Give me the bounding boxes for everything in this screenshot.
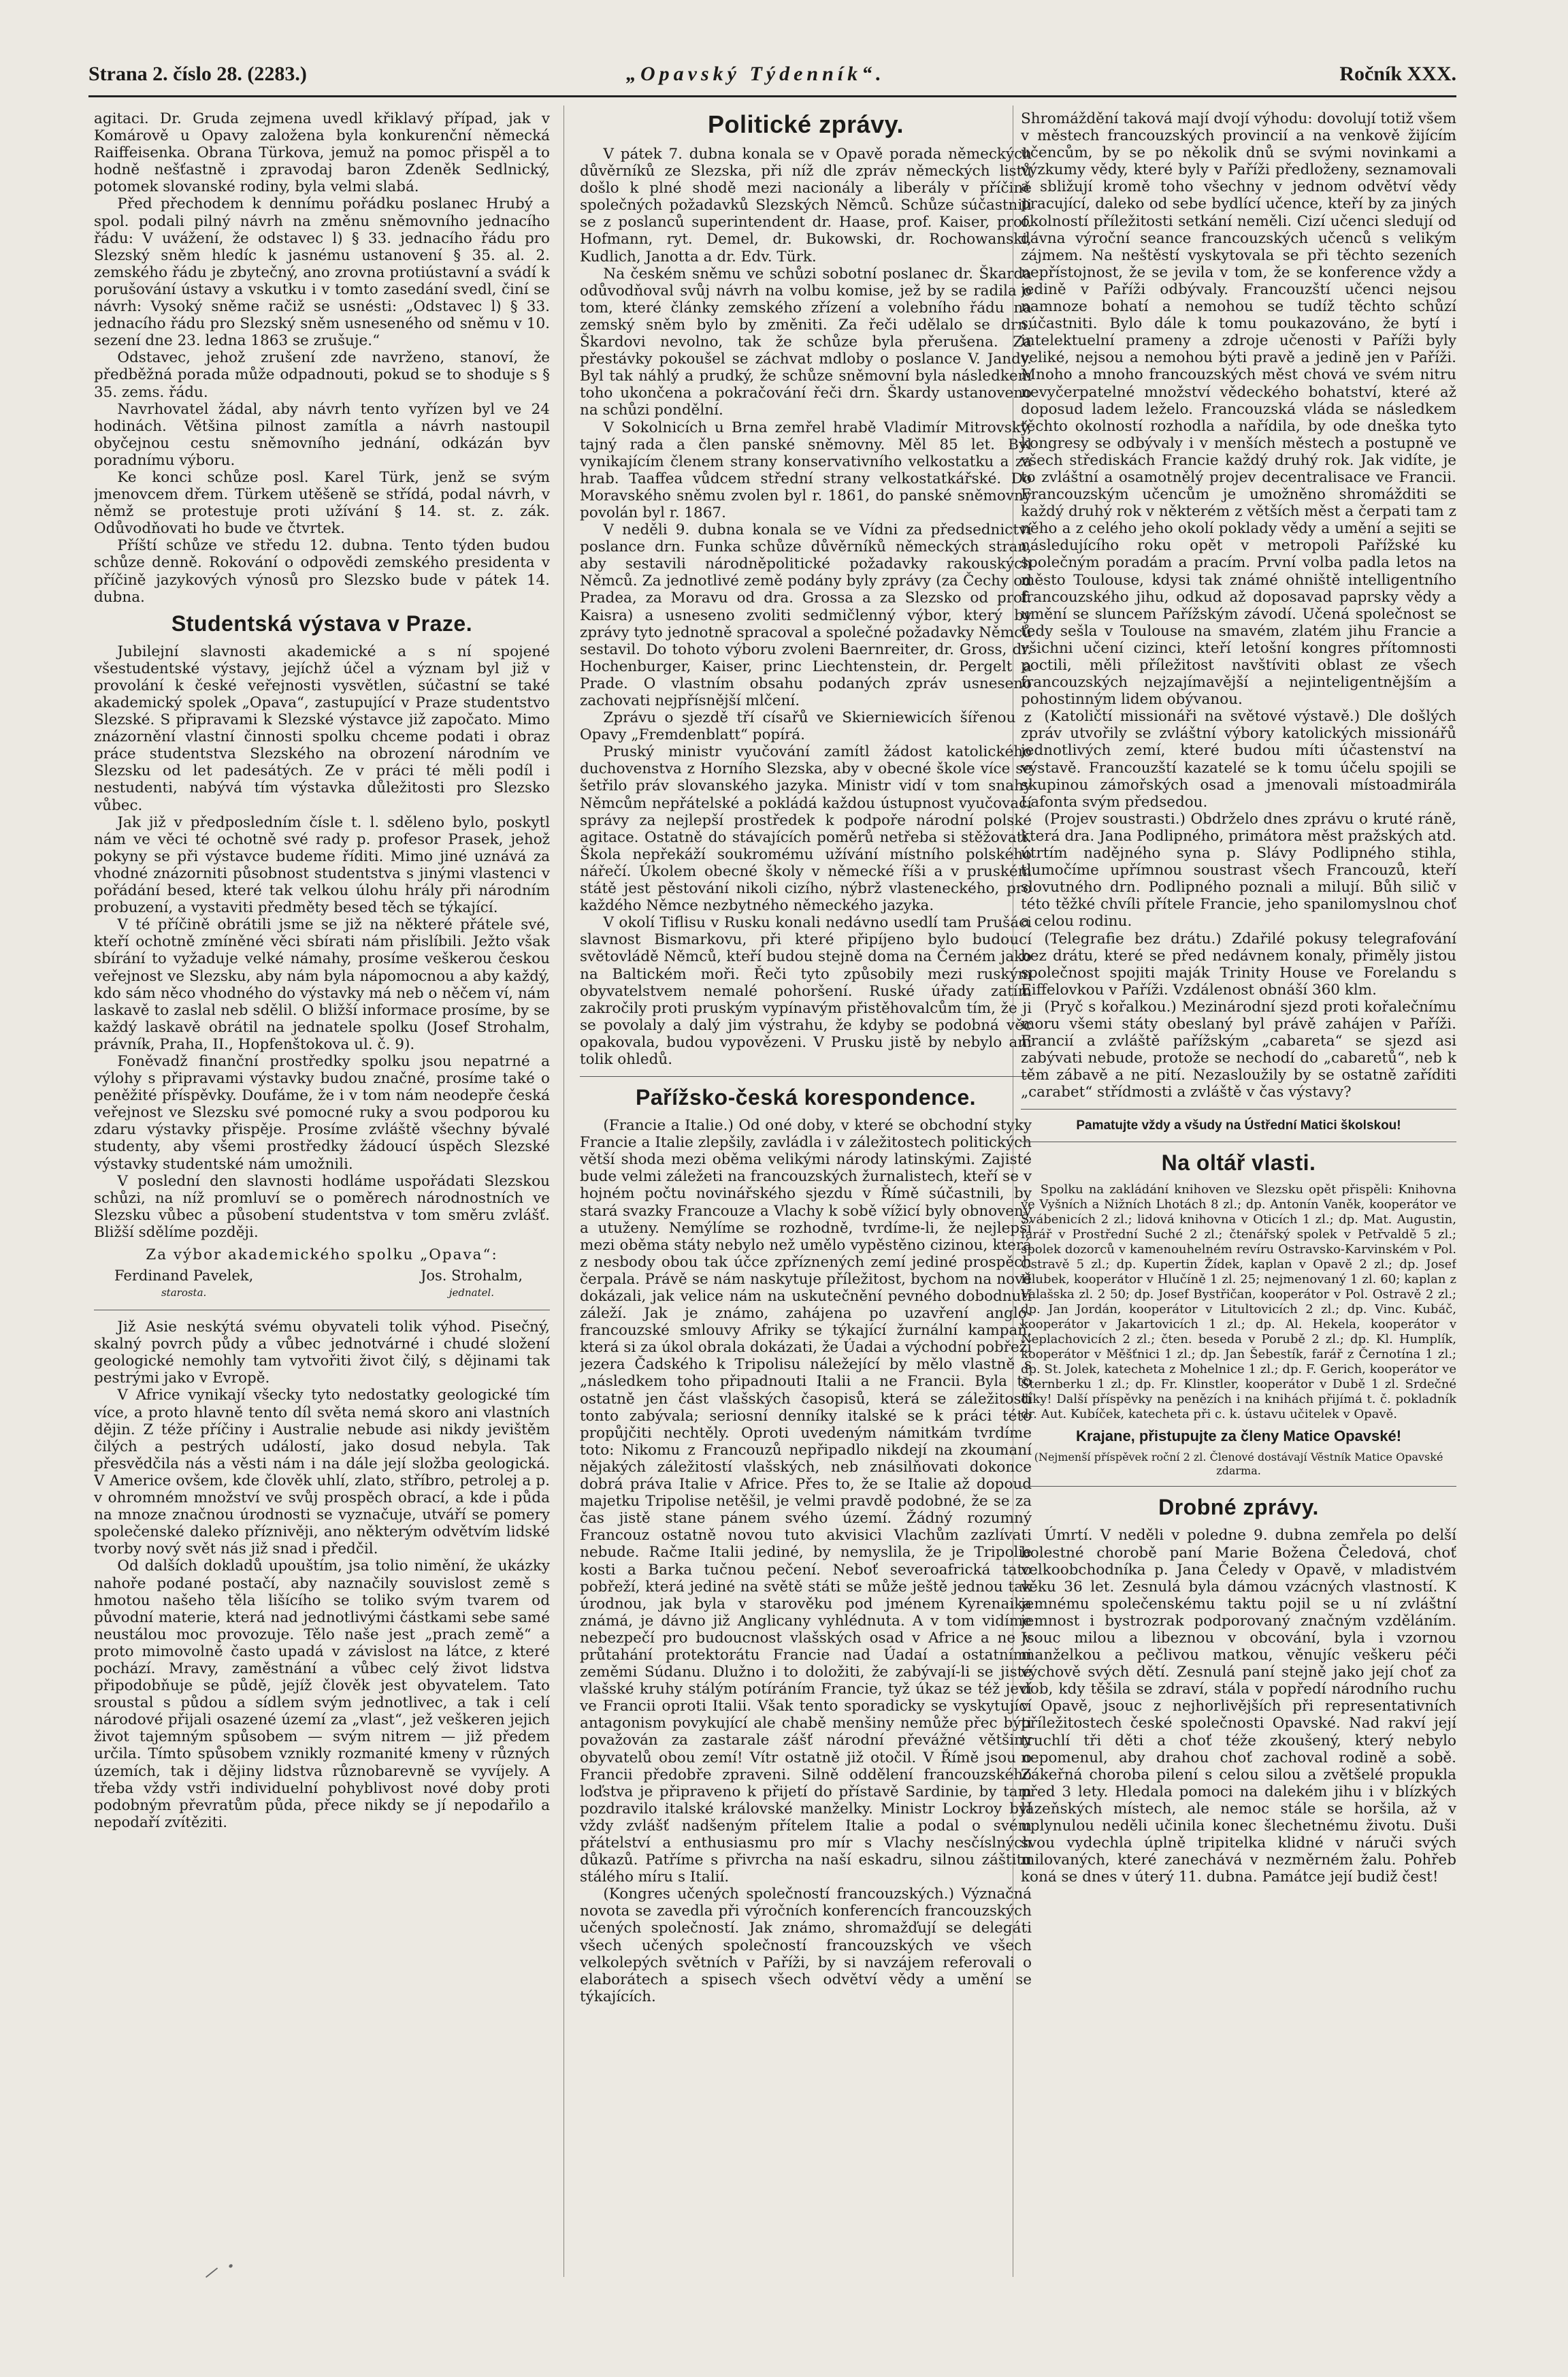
header-page-number: Strana 2. číslo 28. (2283.) (88, 63, 307, 85)
column-2 (580, 110, 1032, 2275)
krajane-subtitle: (Nejmenší příspěvek roční 2 zl. Členové dostávají Věstník Matice Opavské zdarma. (1034, 1451, 1443, 1478)
section-heading-na-oltar-vlasti: Na oltář vlasti. (1161, 1150, 1316, 1176)
article-paragraph: Na českém sněmu ve schůzi sobotní poslanec dr. Škarda odůvodňoval svůj návrh na volbu komise, jež by se radila o tom, které články zemského zřízení a volebního řádu na zemský sněm bylo by změniti. Za řeči udělalo se drn. Škardovi nevolno, tak že schůze byla přerušena. Za přestávky pokoušel se záchvat mdloby o poslance V. Jandy. Byl tak náhlý a prudký, že schůze sněmovní byla následkem toho ukončena a pokračování řeči drn. Škardy ustanoveno na schůzi pondělní. (580, 265, 1032, 419)
section-rule (580, 1076, 1032, 1077)
article-paragraph: Pruský ministr vyučování zamítl žádost katolického duchovenstva z Horního Slezska, aby v obecné škole více se šetřilo práv slovanského jazyka. Ministr vidí v tom snahy Němcům nepřátelské a pokládá každou ústupnost vyučovací správy za nejlepší prostředek k podpoře národní polské agitace. Ostatně do stávajících poměrů netřeba si stěžovati. Škola nepřekáží soukromému užívání místního polského nářečí. Úkolem obecné školy v německé říši a v pruském státě jest pěstování nikoli cizího, nýbrž vlasteneckého, pro každého Němce nezbytného německého jazyka. (580, 743, 1032, 915)
article-paragraph: (Kongres učených společností francouzských.) Význačná novota se zavedla při výročních konferencích francouzských učených společností. Jak známo, shromažďují se delegáti všech učených společností francouzských ve všech velkolepých světních v Paříži, by si navzájem referovali o elaborátech a spisech všech odvětví vědy a umění se týkajících. (580, 1886, 1032, 2005)
article-paragraph: V neděli 9. dubna konala se ve Vídni za předsednictví poslance drn. Funka schůze důvěrníků německých stran, aby sestavili národněpolitické požadavky rakouských Němců. Za jednotlivé země podány byly zprávy (za Čechy od Pradea, za Moravu od dra. Grossa a za Slezsko od prof. Kaisra) a usneseno zvoliti sedmičlenný výbor, který by zprávy tyto jednotně spracoval a společné požadavky Němců sestavil. Do tohoto výboru zvoleni Baernreiter, dr. Gross, dr. Hochenburger, Kaiser, princ Liechtenstein, dr. Pergelt a Prade. O vlastním obsahu podaných zpráv usneseno zachovati nejpřísnější mlčení. (580, 521, 1032, 709)
article-paragraph: Shromáždění taková mají dvojí výhodu: dovolují totiž všem v městech francouzských provincií a na venkově žijícím učencům, by se po několik dnů se svými novinkami a výzkumy vědy, které byly v Paříži předloženy, seznamovali a sbližují kromě toho všechny v jednom odvětví vědy pracující, daleko od sebe bydlící učence, kteří by za jiných okolností příležitosti setkání neměli. Cizí učenci sledují od dávna výroční seance francouzských učenců s velikým zájmem. Na neštěstí vyskytovala se při těchto sezeních nepřístojnost, že se jevila v tom, že se konference vždy a jedině v Paříži odbývaly. Francouzští učenci nejsou namnoze bohatí a nemohou se tudíž těchto schůzí súčastniti. Bylo dále k tomu poukazováno, že bytí i intelektuelní prameny a zdroje učenosti v Paříži byly veliké, nejsou a nemohou býti pravě a jedině jen v Paříži. Mnoho a mnoho francouzských měst chová ve svém nitru nevyčerpatelné množství vědeckého bohatství, které až doposud ladem leželo. Francouzská vláda se následkem těchto okolností rozhodla a nařídila, by ode dneška tyto kongresy se odbývaly i v menších městech a postupně ve všech střediskách Francie každý druhý rok. Jak vidíte, je to zvláštní a osamotnělý projev decentralisace ve Francii. Francouzským učencům je umožněno shromážditi se každý druhý rok v některém z větších měst a čerpati tam z něho a z celého jeho okolí poklady vědy a umění a sejiti se následujícího roku opět v metropoli Pařížské ku společným poradám a pracím. První volba padla letos na město Toulouse, kdysi tak známé ohniště intelligentního francouzského jihu, odkud až doposavad paprsky vědy a umění se sluncem Pařížským závodí. Učená společnost se tedy sešla v Toulouse na smavém, zlatém jihu Francie a všichni učení cizinci, kteří letošní kongres přítomnosti poctili, měli příležitost navštíviti oblast ze všech francouzských nejzajímavější a nejinteligentnějším a pohostinným lidem obývanou. (1021, 110, 1456, 709)
signature-role: starosta. (161, 1287, 207, 1299)
article-paragraph: Již Asie neskýtá svému obyvateli tolik výhod. Pisečný, skalný povrch půdy a vůbec jednotvárné i chudé složení geologické nemohly tam vytvořiti život čilý, s dějinami tak pestrými jako v Evropě. (94, 1319, 550, 1387)
article-paragraph: Příští schůze ve středu 12. dubna. Tento týden budou schůze denně. Rokování o odpovědi zemského presidenta v příčině jazykových výnosů pro Slezsko bude v pátek 14. dubna. (94, 537, 550, 606)
signature-role: jednatel. (448, 1287, 495, 1299)
section-heading-studentska-vystava: Studentská výstava v Praze. (171, 611, 473, 636)
article-paragraph: V Africe vynikají všecky tyto nedostatky geologické tím více, a proto hlavně tento díl světa nemá skoro ani vlastních dějin. Z téže příčiny i Australie nebude asi nikdy jevištěm čilých a pestrých událostí, jako dosud nebyla. Tak přesvědčila nás a věsti nám i na dále její složba geologická. V Americe ovšem, kde člověk uhlí, zlato, stříbro, petrolej a p. v ohromném množství ve svůj prospěch obrací, a kde i půda na mnoze značnou úrodnosti se vyznačuje, utváří se pomery společenské daleko příznivěji, ano některým odvětvím lidské tvorby nový svět nás již snad i předčil. (94, 1387, 550, 1558)
article-paragraph: (Francie a Italie.) Od oné doby, v které se obchodní styky Francie a Italie zlepšily, zavládla i v záležitostech politických větší shoda mezi oběma velikými národy latinskými. Zajisté bude velmi záležeti na francouzských žurnalistech, kteří se v hojném počtu novinářského sjezdu v Římě súčastnili, by stará svazky Francouze a Vlachy k sobě vížicí byly obnoveny a utuženy. Nemýlíme se rozhodně, tvrdíme-li, že nejlepší mezi oběma státy nebylo než umělo vypěstěno cizinou, která z nesbody obou tak účce zpříznených zemí jediné prospěch čerpala. Právě se nám naskytuje příležitost, bychom na nově dokázali, jak velice nám na uskutečnění pevného dobodnutí záleží. Jak je známo, zahájena po uzavření anglo-francouzské smlouvy Afriky se týkající žurnální kampaň, která si za úkol obrala dokázati, že Úadai a východní pobřeží jezera Čadského k Tripolisu náležející by mělo vlastně s „následkem toho připadnouti Italii a ne Francii. Byla to ostatně jen část vlašských časopisů, která se záležitostí tonto zabývala; seriosní denníky italské se k práci této propůjčiti nechtěly. Oproti uvedeným námitkám tvrdíme toto: Nikomu z Francouzů nepřipadlo nikdejí na zkoumaní nějakých záležitostí vlašských, neb znásilňovati dokonce dobrá práva Italie v Africe. Přes to, že se Italie až dopoud majetku Tripolise netěšil, je velmi pravdě podobné, že se za čas jistě stane pánem svého území. Žádný rozumný Francouz ostatně novou tuto akvisici Vlachům zazlívati nebude. Račme Italii jediné, by nemyslila, že je Tripolie kosti a Barka tučnou pečení. Neboť severoafrická tato pobřeží, která jediné na světě státi se může ještě jednou tak úrodnou, jak byla v starověku pod jménem Kyrenaika známá, je dávno již Anglicany vyhlédnuta. A v tom vidíme nebezpečí pro budoucnost vlašských osad v Africe a ne v průtahání protektorátu Francie nad Úadaí a ostatními zeměmi Súdanu. Dlužno i to doložiti, že zabývají-li se jisté vlašské kruhy stálým potíráním Francie, tyž úkaz se též jeví ve Francii oproti Italii. Však tento sporadicky se vyskytující antagonism povykující ale chabě menšiny nemůže přec býti považován za zastarale zášť národní převážné většiny obyvatelů obou zemí! Vítr ostatně již otočil. V Římě jsou o Francii předobře zpraveni. Silně oddělení francouzského loďstva je připraveno k přijetí do přístavě Sardinie, by tam pozdravilo italské královské manželky. Ministr Lockroy byl vždy zvlášť nadšeným přítelem Italie a podal o svém přátelství a enthusiasmu pro mír s Vlachy nesčíslných důkazů. Patříme s přivrcha na naší eskadru, silnou záštitu stálého míru s Italií. (580, 1117, 1032, 1886)
section-rule (1021, 1109, 1456, 1110)
column-1 (94, 110, 550, 2275)
article-paragraph: (Pryč s kořalkou.) Mezinárodní sjezd proti kořalečnímu moru všemi státy obeslaný byl právě zahájen v Paříži. Francií a zvláště pařížským „cabareta“ se sjezd asi zabývati nebude, protože se nechodí do „cabaretů“, neb k těm zábavě a ne pití. Nezasloužily by se ostatně zaříditi „carabet“ střídmosti a zvláště v čas výstavy? (1021, 998, 1456, 1101)
donation-list: Spolku na zakládání knihoven ve Slezsku opět přispěli: Knihovna ve Vyšních a Nižních Lhotách 8 zl.; dp. Antonín Vaněk, kooperátor ve Švábenicích 2 zl.; lidová knihovna v Oticích 1 zl.; dp. Mat. Augustin, farář v Prostřední Suché 2 zl.; čtenářský spolek v Petřvaldě 5 zl.; spolek dozorců v kamenouhelném revíru Ostravsko-Karvinském v Pol. Ostravě 5 zl.; dp. Kupertin Žídek, kaplan v Opavě 2 zl.; dp. Josef Hlubek, kooperátor v Hlučíně 1 zl. 25; nejmenovaný 1 zl. 60; kaplan z Valašska zl. 2 50; dp. Josef Bystřičan, kooperátor v Pol. Ostravě 2 zl.; dp. Jan Jordán, kooperátor v Litultovicích 2 zl.; dp. Vinc. Kubáč, kooperátor v Jakartovicích 1 zl.; dp. Al. Hekela, kooperátor v Neplachovicích 2 zl.; čten. beseda v Porubě 2 zl.; dp. Kl. Humplík, kooperátor v Měšťnici 1 zl.; dp. Jan Šebestík, farář z Černotína 1 zl.; dp. St. Jolek, katecheta z Mohelnice 1 zl.; dp. F. Gerich, kooperátor ve Šternberku 1 zl.; dp. Fr. Klinstler, kooperátor v Dubě 1 zl. Srdečné díky! Další příspěvky na penězích i na knihách přijímá t. č. pokladník dr. Aut. Kubíček, katecheta při c. k. ústavu učitelek v Opavě. (1021, 1182, 1456, 1422)
article-paragraph: (Katoličtí missionáři na světové výstavě.) Dle došlých zpráv utvořily se zvláštní výbory katolických missionářů jednotlivých zemí, které budou míti účastenství na výstavě. Francouzští kazatelé se k tomu účelu spojili se skupinou zámořských osad a jmenovali místoadmirála Lafonta svým předsedou. (1021, 708, 1456, 811)
section-rule (1021, 1486, 1456, 1487)
section-heading-drobne-zpravy: Drobné zprávy. (1158, 1495, 1319, 1520)
article-paragraph: Od dalších dokladů upouštím, jsa tolio nimění, že ukázky nahoře podané postačí, aby naznačily souvislost země s hmotou našeho těla lišícího se toliko svým tvarem od původní materie, která nad jednotlivými částkami sebe samé neustálou moc provozuje. Tělo naše jest „prach země“ a proto mimovolně často upadá v závislost na látce, z které pochází. Mravy, zaměstnání a vůbec celý život lidstva připodobňuje se půdě, jejíž člověk jest obyvatelem. Tato sroustal s půdou a sídlem svým jednotlivec, a tak i celí národové přijali osazené území za „vlast“, jež veškeren jejich život tajemným spůsobem — svým nitrem — již předem určila. Tímto spůsobem vznikly rozmanité kmeny v různých územích, tak i dějiny lidstva různobarevně se vyvíjely. A třeba vždy vstři individuelní pohyblivost nové doby proti podobným převratům půda, přece nikdy se jí nepodařilo a nepodaří zvítěziti. (94, 1557, 550, 1831)
article-paragraph: Ke konci schůze posl. Karel Türk, jenž se svým jmenovcem dřem. Türkem utěšeně se střídá, podal návrh, v němž se protestuje proti užívání § 14. st. z. zák. Odůvodňovati ho bude ve čtvrtek. (94, 468, 550, 538)
article-paragraph: Jak již v předposledním čísle t. l. sděleno bylo, poskytl nám ve věci té ochotně své rady p. profesor Prasek, jehož pokyny se při výstavce budeme říditi. Mimo jiné uznává za vhodné znázorniti působnost studentstva s jinými vlastenci v pořádání besed, které tak velkou úlohu hrály při národním probuzení, a vystaviti předměty besed těch se týkající. (94, 813, 550, 917)
article-paragraph: Před přechodem k dennímu pořádku poslanec Hrubý a spol. podali pilný návrh na změnu sněmovního jednacího řádu: V uvážení, že odstavec l) § 33. jednacího řádu pro Slezský sněm hledíc k jasnému ustanovení § 35. al. 2. zemského řádu je zbytečný, ano zrovna protiústavní a svádí k porušování ústavy a vskutku i v tomto zasedání svedl, činí se návrh: Vysoký sněme račiž se usnésti: „Odstavec l) § 33. jednacího řádu pro Slezský sněm usneseného od sněmu v 10. sezení dne 23. ledna 1863 se zrušuje.“ (94, 195, 550, 350)
article-paragraph: agitaci. Dr. Gruda zejmena uvedl křiklavý případ, jak v Komárově u Opavy založena byla konkurenční německá Raiffeisenka. Obrana Türkova, jemuž na pomoc přispěl a to hodně nešťastně i zpravodaj baron Zdeněk Sedlnický, potomek slovanské rodiny, byla velmi slabá. (94, 110, 550, 196)
header-masthead: „Opavský Týdenník“. (626, 63, 885, 85)
section-heading-krajane: Krajane, přistupujte za členy Matice Opavské! (1075, 1427, 1402, 1445)
signatures (94, 1267, 550, 1301)
committee-line: Za výbor akademického spolku „Opava“: (146, 1246, 498, 1263)
article-paragraph: Zprávu o sjezdě tří císařů ve Skierniewicích šířenou z Opavy „Fremdenblatt“ popírá. (580, 709, 1032, 744)
header-volume: Ročník XXX. (1339, 63, 1456, 85)
article-paragraph: (Telegrafie bez drátu.) Zdařilé pokusy telegrafování bez drátu, které se před nedávnem konaly, přiměly jistou společnost spojiti maják Trinity House ve Forelandu s Eiffelovkou v Paříži. Vzdálenost obnáší 360 klm. (1021, 930, 1456, 999)
article-paragraph: Foněvadž finanční prostředky spolku jsou nepatrné a výlohy s připravami výstavky budou značné, prosíme také o peněžité příspěvky. Doufáme, že i v tom nám neodepře česká veřejnost ve Slezsku své pomocné ruky a svou podporou ku zdaru výstavky přispěje. Prosíme zvláště všechny bývalé studenty, aby všemi prostředky žádoucí úspěch Slezské výstavky studentské nám umožnili. (94, 1052, 550, 1173)
article-paragraph: V poslední den slavnosti hodláme uspořádati Slezskou schůzi, na níž promluví se o poměrech národnostních ve Slezsku vůbec a působení studentstva v tom směru zvlášť. Bližší sdělíme později. (94, 1172, 550, 1241)
article-paragraph: V té příčině obrátili jsme se již na některé přátele své, kteří ochotně zmíněné věci sbírati nám přislíbili. Ježto však sbírání to vyžaduje velké námahy, prosíme veškerou českou veřejnost ve Slezsku, aby nám byla nápomocnou a aby každý, kdo sám něco vhodného do výstavky má neb o něčem ví, nám laskavě to zaslal neb sdělil. O bližší informace prosíme, by se každý laskavě obrátil na jednatele spolku (Josef Strohalm, právník, Praha, II., Hopfenštokova ul. č. 9). (94, 916, 550, 1053)
page-header (88, 63, 1456, 97)
section-heading-korespondence: Pařížsko-česká korespondence. (635, 1085, 977, 1110)
signature-name: Jos. Strohalm, (420, 1267, 523, 1284)
article-paragraph: Úmrtí. V neděli v poledne 9. dubna zemřela po delší bolestné chorobě paní Marie Božena Čeledová, choť velkoobchodníka p. Jana Čeledy v Opavě, v mladistvém věku 36 let. Zesnulá byla dámou vzácných vlastností. K jemnému společenskému taktu pojil se u ní zvláštní jemnost i bystrozrak podporovaný značným vzděláním. Jsouc milou a libeznou v obcování, byla i vzornou manželkou a pečlivou matkou, věnujíc veškeru péči výchově svých dětí. Zesnulá paní stejně jako její choť za dob, kdy těšila se zdraví, stála v popředí národního ruchu v Opavě, jsouc z nejhorlivějších při representativních příležitostech české společnosti Opavské. Nad rakví její truchlí tři děti a choť téže zkoušený, který nebylo nepomenul, aby drahou choť zachoval rodině a sobě. Zákeřná choroba pilení s celou silou a zvětšelé propukla před 3 lety. Hledala pomoci na dalekém jihu i v blízkých lázeňských místech, ale nemoc stále se horšila, až v uplynulou neděli učinila konec šlechetnému životu. Duši svou vydechla úplně tripitelka klidné v náruči svých milovaných, které zanechává v nezměrném žalu. Pohřeb koná se dnes v úterý 11. dubna. Památce její budiž čest! (1021, 1527, 1456, 1886)
notice-matice-skolska: Pamatujte vždy a všudy na Ústřední Matici školskou! (1076, 1118, 1401, 1133)
article-paragraph: Navrhovatel žádal, aby návrh tento vyřízen byl ve 24 hodinách. Většina pilnost zamítla a návrh nastoupil obyčejnou cestu sněmovního jednání, odkázán byv poradnímu výboru. (94, 400, 550, 469)
article-paragraph: Jubilejní slavnosti akademické a s ní spojené všestudentské výstavy, jejíchž účel a význam byl již v provolání k české veřejnosti vysvětlen, súčastní se také akademický spolek „Opava“, zastupující v Praze studentstvo Slezské. S připravami k Slezské výstavce již započato. Mimo znázornění vlastní činnosti spolku chceme podati i obraz práce studentstva Slezského na obrození národním ve Slezsku od let padesátých. Ze v práci té měli podíl i nestudenti, nabývá tím výstavka důležitosti pro Slezsko vůbec. (94, 643, 550, 814)
article-paragraph: V pátek 7. dubna konala se v Opavě porada německých důvěrníků ze Slezska, při níž dle zpráv německých listů došlo k plné shodě mezi nacionály a liberály v příčině společných požadavků Slezských Němců. Schůze súčastnili se z poslanců superintendent dr. Haase, prof. Kaiser, prof. Hofmann, ryt. Demel, dr. Bukowski, dr. Rochowanski, Kudlich, Janotta a dr. Edv. Türk. (580, 146, 1032, 265)
signature-right (421, 1267, 523, 1301)
article-paragraph: V Sokolnicích u Brna zemřel hrabě Vladimír Mitrovský, tajný rada a člen panské sněmovny. Měl 85 let. Byl vynikajícím členem strany konservativního velkostatku a za hrab. Taaffea vůdcem střední strany velkostatkářské. Do Moravského sněmu zvolen byl r. 1861, do panské sněmovny povolán byl r. 1867. (580, 419, 1032, 521)
column-3 (1021, 110, 1456, 2275)
header-rule (88, 95, 1456, 97)
section-heading-politicke-zpravy: Politické zprávy. (708, 110, 904, 138)
article-paragraph: Odstavec, jehož zrušení zde navrženo, stanoví, že předběžná porada může odpadnouti, pokud se to shoduje s § 35. zems. řádu. (94, 349, 550, 401)
signature-left (114, 1267, 253, 1301)
pencil-mark: ⸝ · (204, 2251, 235, 2282)
article-paragraph: V okolí Tiflisu v Rusku konali nedávno usedlí tam Prušáci slavnost Bismarkovu, při které připíjeno bylo budoucí světovládě Němců, kteří budou stejně doma na Černém jako na Baltickém moři. Řeči tyto způsobily mezi ruským obyvatelstvem nemalé pohoršení. Ruské úřady zatím zakročily proti pruským vypínavým přistěhovalcům tím, že ji se povolaly a dalý jim výstrahu, že kdyby se podobná věc opakovala, budou vypovězeni. V Prusku jistě by nebylo ani tolik ohledů. (580, 914, 1032, 1068)
signature-name: Ferdinand Pavelek, (114, 1267, 254, 1284)
article-paragraph: (Projev soustrasti.) Obdrželo dnes zprávu o kruté ráně, která dra. Jana Podlipného, primátora měst pražských atd. útrtím nadějného syna p. Slávy Podlipného stihla, tlumočíme upřímnou soustrast všech Francouzů, kteří slovutného drn. Podlipného poznali a milují. Bůh silič v této těžké chvíli přítele Francie, jeho spanilomyslnou choť a celou rodinu. (1021, 810, 1456, 931)
